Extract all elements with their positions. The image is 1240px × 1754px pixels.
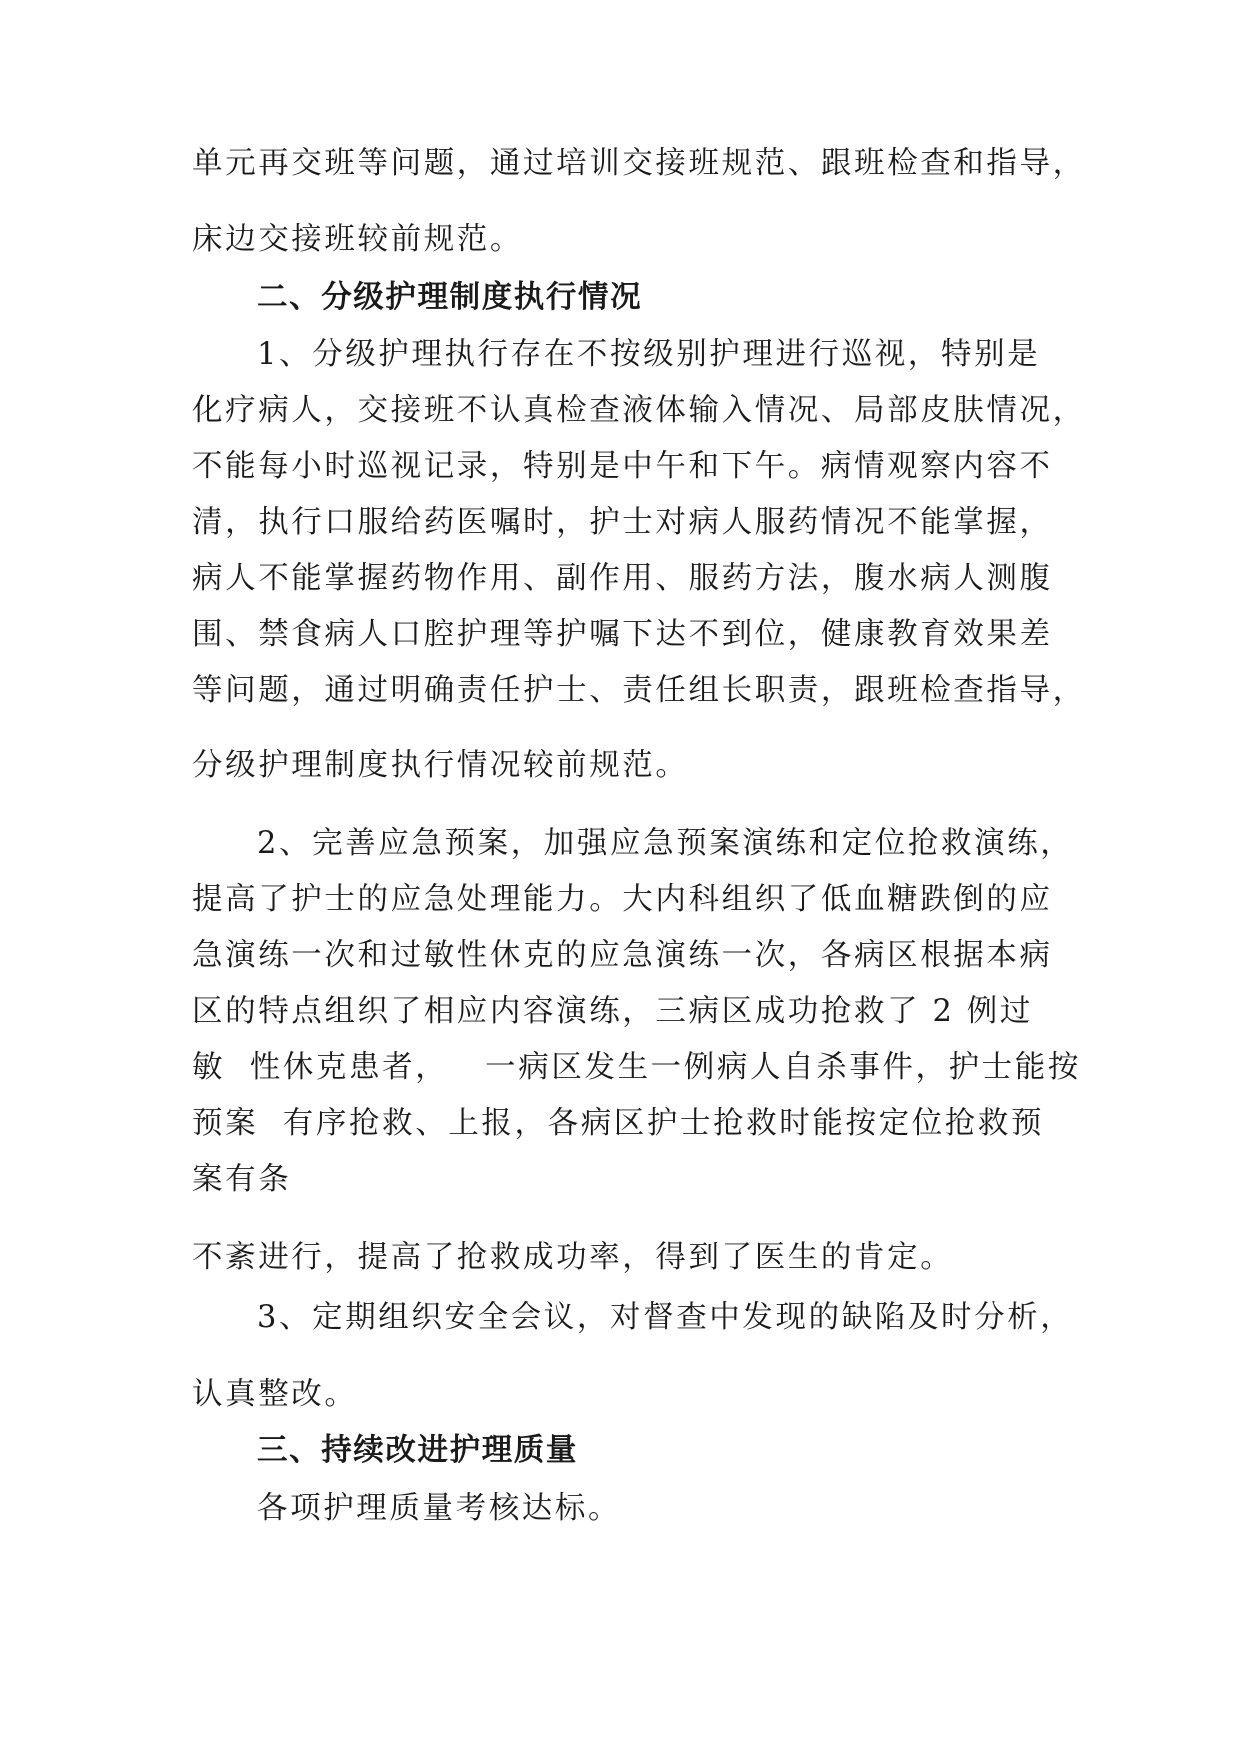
- section-heading: 二、分级护理制度执行情况: [257, 280, 643, 315]
- body-line: 敏 性休克患者， 一病区发生一例病人自杀事件，护士能按: [192, 1050, 1081, 1085]
- section-heading: 三、持续改进护理质量: [257, 1433, 578, 1468]
- body-line: 等问题，通过明确责任护士、责任组长职责，跟班检查指导，: [192, 673, 1086, 708]
- body-line: 围、禁食病人口腔护理等护嘱下达不到位，健康教育效果差: [192, 617, 1053, 652]
- body-line: 清，执行口服给药医嘱时，护士对病人服药情况不能掌握，: [192, 505, 1053, 540]
- body-line: 不紊进行，提高了抢救成功率，得到了医生的肯定。: [192, 1240, 954, 1275]
- body-line: 认真整改。: [192, 1377, 358, 1412]
- body-line: 不能每小时巡视记录，特别是中午和下午。病情观察内容不: [192, 449, 1053, 484]
- paragraph-first-line: 3、定期组织安全会议，对督查中发现的缺陷及时分析，: [257, 1300, 1074, 1335]
- body-line: 案有条: [192, 1162, 292, 1197]
- body-line: 急演练一次和过敏性休克的应急演练一次，各病区根据本病: [192, 938, 1053, 973]
- body-line: 分级护理制度执行情况较前规范。: [192, 748, 689, 783]
- body-line: 预案 有序抢救、上报，各病区护士抢救时能按定位抢救预: [192, 1106, 1045, 1141]
- body-line: 单元再交班等问题，通过培训交接班规范、跟班检查和指导，: [192, 146, 1086, 181]
- paragraph-first-line: 各项护理质量考核达标。: [257, 1491, 622, 1526]
- body-line: 区的特点组织了相应内容演练，三病区成功抢救了 2 例过: [192, 994, 1033, 1029]
- body-line: 病人不能掌握药物作用、副作用、服药方法，腹水病人测腹: [192, 561, 1053, 596]
- body-line: 化疗病人，交接班不认真检查液体输入情况、局部皮肤情况，: [192, 393, 1086, 428]
- body-line: 提高了护士的应急处理能力。大内科组织了低血糖跌倒的应: [192, 882, 1053, 917]
- paragraph-first-line: 1、分级护理执行存在不按级别护理进行巡视，特别是: [257, 337, 1041, 372]
- body-line: 床边交接班较前规范。: [192, 222, 523, 257]
- paragraph-first-line: 2、完善应急预案，加强应急预案演练和定位抢救演练，: [257, 826, 1074, 861]
